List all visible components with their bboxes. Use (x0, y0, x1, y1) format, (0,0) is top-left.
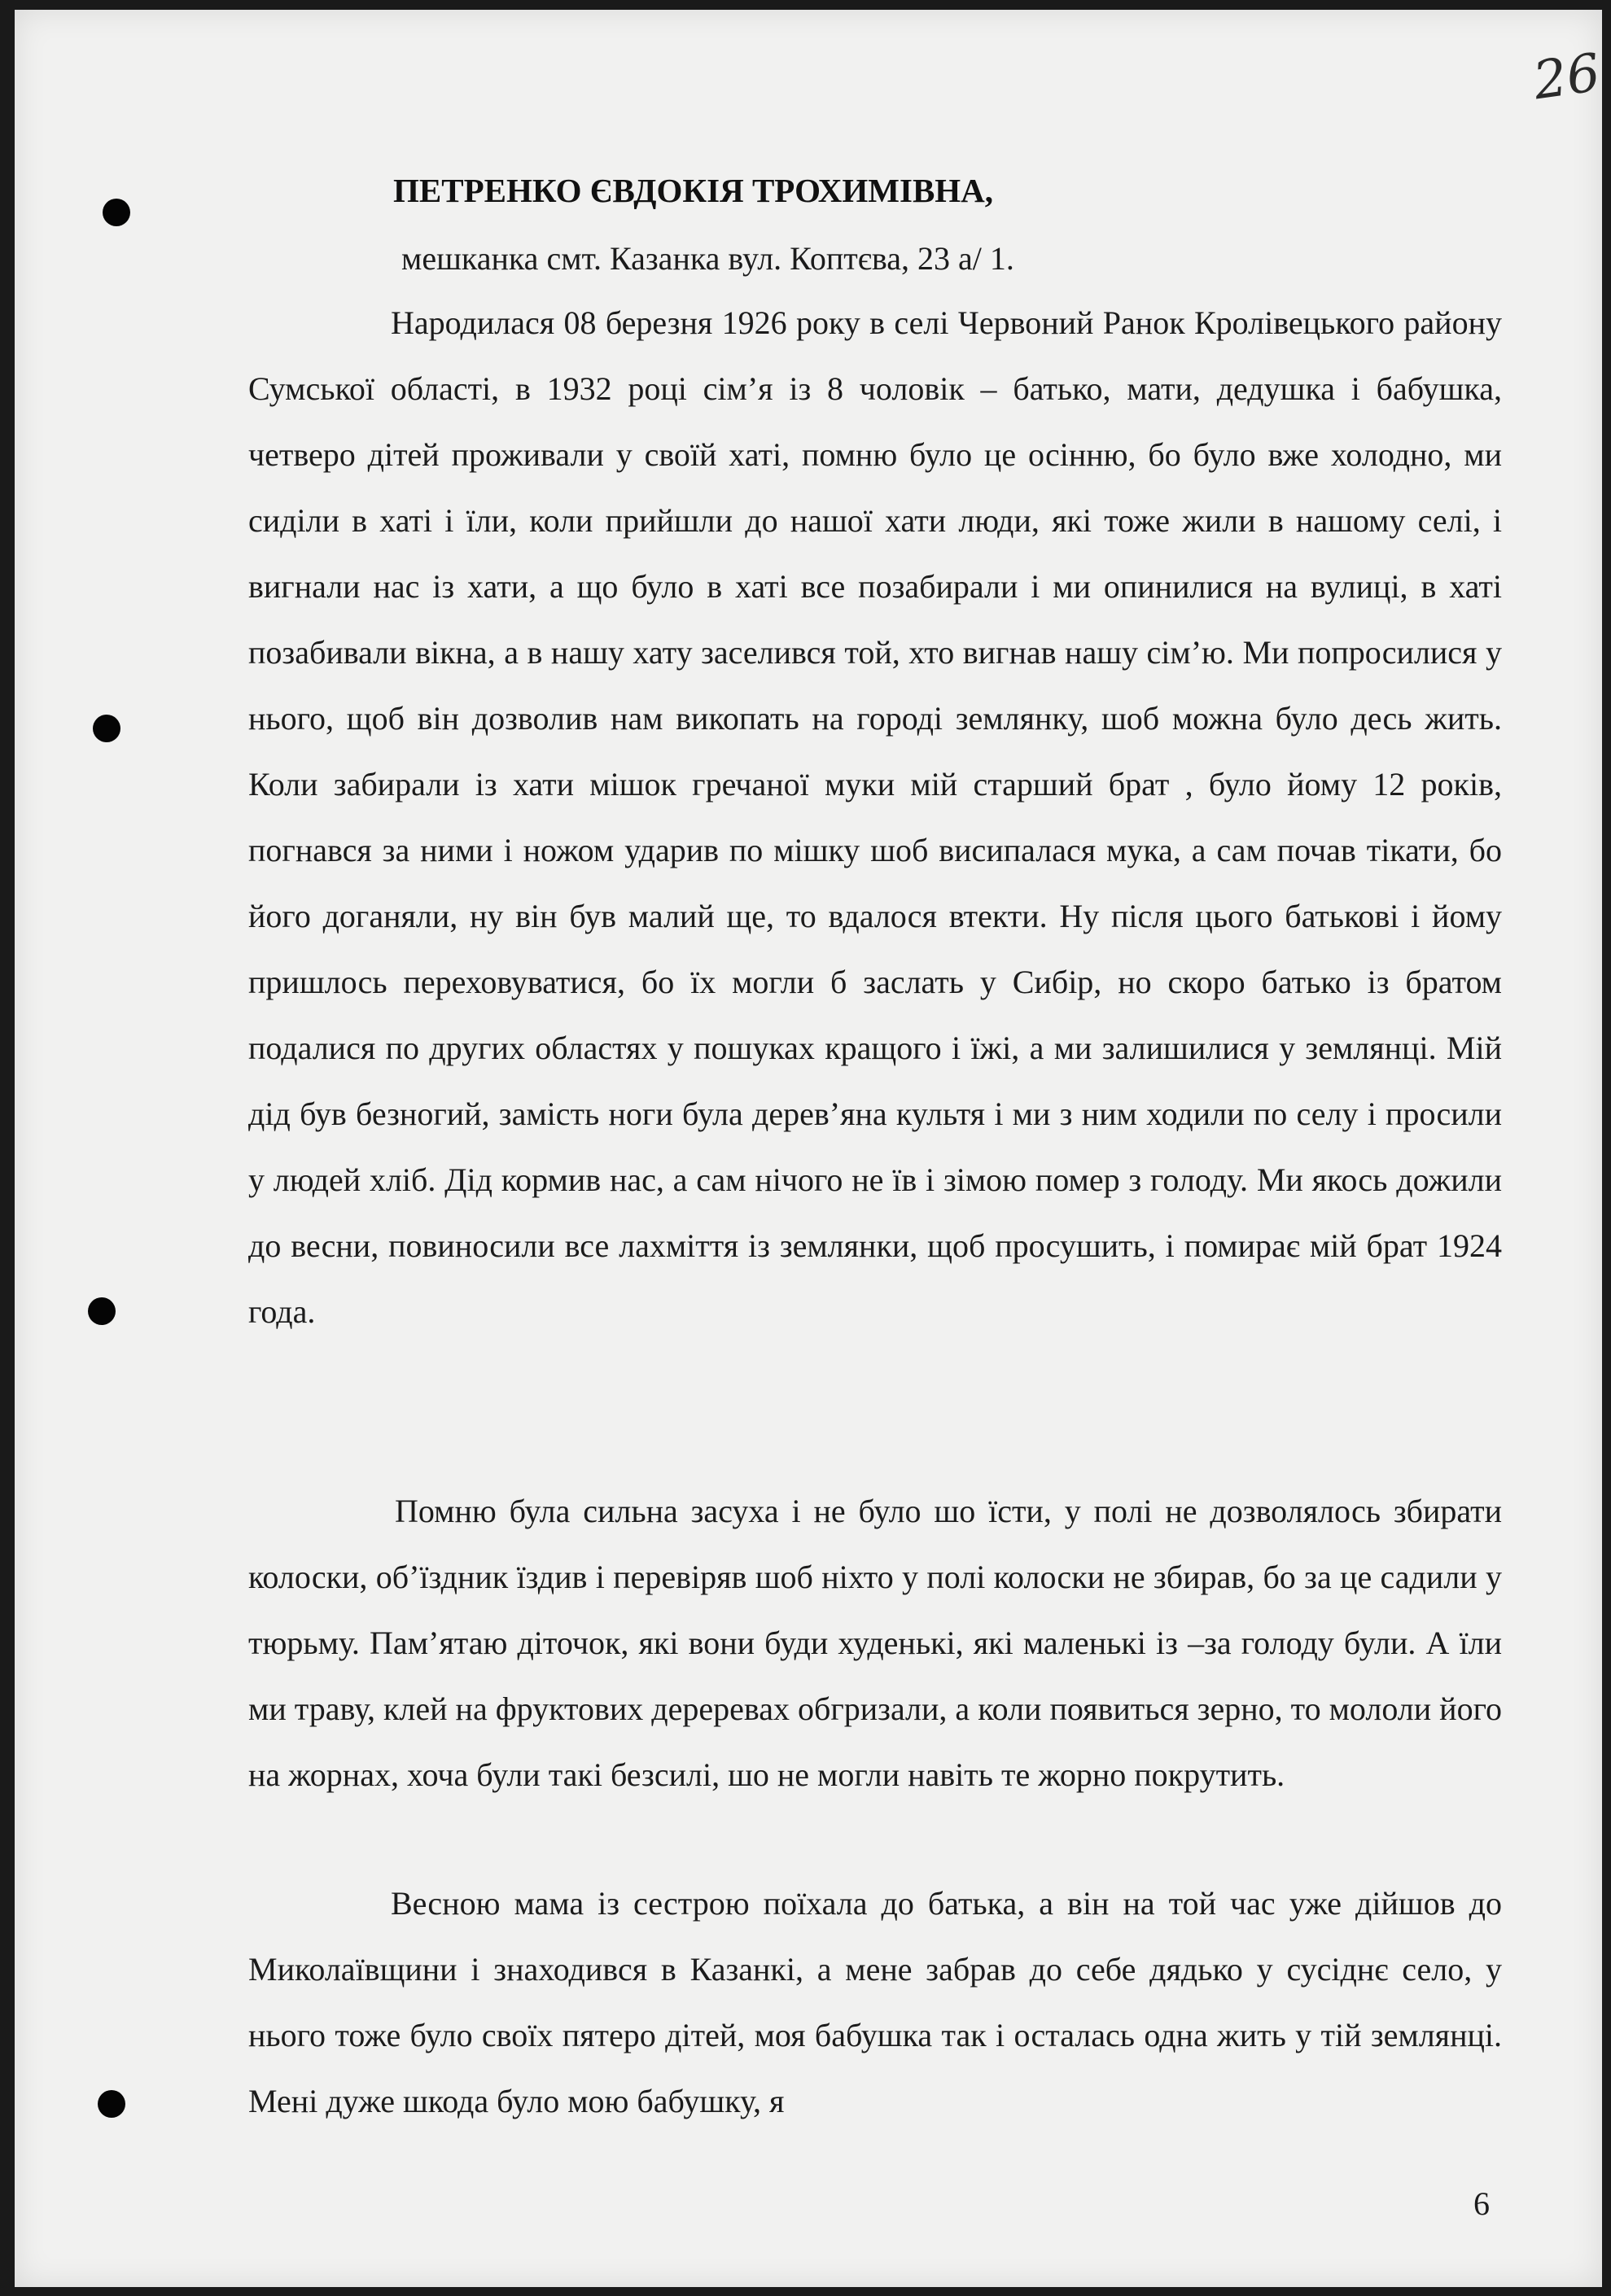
document-page (15, 10, 1602, 2287)
paragraph: Весною мама із сестрою поїхала до батька, а він на той час уже дійшов до Миколаївщини і знаходився в Казанкі, а мене забрав до себе дядько у сусіднє село, у нього тоже було своїх пятеро дітей, моя бабушка так і осталась одна жить у тій землянці. Мені дуже шкода було мою бабушку, я (248, 1885, 1502, 2119)
handwritten-folio-number: 26 (1530, 42, 1604, 112)
document-subtitle: мешканка смт. Казанка вул. Коптєва, 23 а/ 1. (401, 240, 1014, 277)
punch-hole (98, 2090, 125, 2118)
punch-hole (93, 715, 120, 742)
document-title: ПЕТРЕНКО ЄВДОКІЯ ТРОХИМІВНА, (393, 172, 994, 209)
punch-hole (103, 199, 130, 226)
punch-hole (88, 1297, 116, 1325)
paragraph: Народилася 08 березня 1926 року в селі Червоний Ранок Кролівецького району Сумської області, в 1932 році сім’я із 8 чоловік – батько, мати, дедушка і бабушка, четверо дітей проживали у своїй хаті, помню було це осінню, бо було вже холодно, ми сиділи в хаті і їли, коли прийшли до нашої хати люди, які тоже жили в нашому селі, і вигнали нас із хати, а що було в хаті все позабирали і ми опинилися на вулиці, в хаті позабивали вікна, а в нашу хату заселився той, хто вигнав нашу сім’ю. Ми попросилися у нього, щоб він дозволив нам викопать на городі землянку, шоб можна було десь жить. Коли забирали із хати мішок гречаної муки мій старший брат , було йому 12 років, погнався за ними і ножом ударив по мішку шоб висипалася мука, а сам почав тікати, бо його доганяли, ну він був малий ще, то вдалося втекти. Ну після цього батькові і йому пришлось переховуватися, бо їх могли б заслать у Сибір, но скоро батько із братом подалися по других областях у пошуках кращого і їжі, а ми залишилися у землянці. Мій дід був безногий, замість ноги була дерев’яна культя і ми з ним ходили по селу і просили у людей хліб. Дід кормив нас, а сам нічого не їв і зімою помер з голоду. Ми якось дожили до весни, повиносили все лахміття із землянки, щоб просушить, і помирає мій брат 1924 года. (248, 304, 1502, 1330)
page-number: 6 (1473, 2185, 1490, 2222)
paragraph: Помню була сильна засуха і не було шо їсти, у полі не дозволялось збирати колоски, об’їздник їздив і перевіряв шоб ніхто у полі колоски не збирав, бо за це садили у тюрьму. Пам’ятаю діточок, які вони буди худенькі, які маленькі із –за голоду були. А їли ми траву, клей на фруктових дереревах обгризали, а коли появиться зерно, то мололи його на жорнах, хоча були такі безсилі, шо не могли навіть те жорно покрутить. (248, 1493, 1502, 1793)
